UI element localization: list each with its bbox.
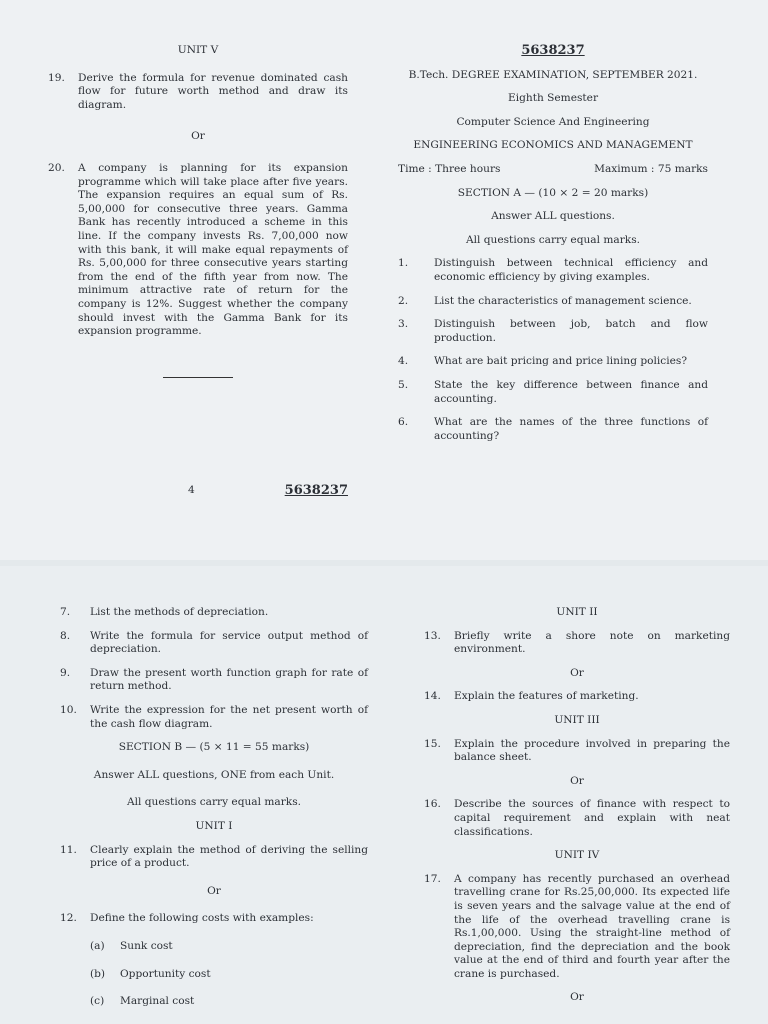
- question-2: 2. List the characteristics of management science.: [398, 294, 692, 307]
- unit-i-heading: UNIT I: [195, 819, 233, 832]
- maximum-marks: Maximum : 75 marks: [594, 162, 708, 175]
- question-7: 7. List the methods of depreciation.: [60, 606, 269, 618]
- or-separator-unit-iii: Or: [570, 774, 584, 787]
- page-number: 4: [188, 483, 195, 496]
- or-separator: Or: [191, 130, 205, 143]
- question-14: 14. Explain the features of marketing.: [424, 690, 639, 703]
- question-4: 4. What are bait pricing and price lining policies?: [398, 355, 687, 368]
- page-2-right-column: [424, 606, 730, 1005]
- question-16: 16. Describe the sources of finance with respect to capital requirement and explain with neat classifications.: [424, 798, 730, 838]
- cover-page-column: [398, 44, 708, 443]
- question-12-b: (b) Opportunity cost: [90, 967, 211, 980]
- question-20: 20. A company is planning for its expansion programme which will take place after five years. The expansion requires an equal sum of Rs. 5,00,000 for consecutive three years. Gamma Bank has recently introduced a scheme in this line. If the company invests Rs. 7,00,000 now with this bank, it will make equal repayments of Rs. 5,00,000 for three consecutive years starting from the end of the fifth year from now. The minimum attractive rate of return for the company is 12%. Suggest whether the company should invest with the Gamma Bank for its expansion programme.: [48, 161, 348, 338]
- question-12: 12. Define the following costs with examples:: [60, 912, 314, 925]
- page-4-column: [48, 44, 348, 497]
- paper-code: 5638237: [521, 43, 585, 58]
- exam-title: B.Tech. DEGREE EXAMINATION, SEPTEMBER 2021.: [408, 68, 698, 81]
- or-separator-unit-i: Or: [207, 884, 221, 897]
- question-5: 5. State the key difference between finance and accounting.: [398, 378, 708, 405]
- question-13: 13. Briefly write a shore note on marketing environment.: [424, 629, 730, 656]
- question-19: 19. Derive the formula for revenue dominated cash flow for future worth method and draw its diagram.: [48, 71, 348, 111]
- instruction-equal-marks-b: All questions carry equal marks.: [126, 796, 302, 809]
- subject-title: ENGINEERING ECONOMICS AND MANAGEMENT: [413, 139, 693, 152]
- page-2-left-column: [60, 606, 368, 1009]
- or-separator-unit-ii: Or: [570, 666, 584, 679]
- or-separator-unit-iv: Or: [570, 991, 584, 1004]
- section-b-heading: SECTION B — (5 × 11 = 55 marks): [118, 741, 310, 754]
- question-17: 17. A company has recently purchased an overhead travelling crane for Rs.25,00,000. Its expected life is seven years and the salvage value at the end of the life of the overhead travelling crane is Rs.1,00,000. Using the straight-line method of depreciation, find the depreciation and the book value at the end of third and fourth year after the crane is purchased.: [424, 872, 730, 980]
- time-allowed: Time : Three hours: [398, 162, 501, 175]
- question-12-c: (c) Marginal cost: [90, 995, 195, 1008]
- question-3: 3. Distinguish between job, batch and flow production.: [398, 318, 708, 344]
- question-6: 6. What are the names of the three functions of accounting?: [398, 416, 708, 442]
- unit-v-heading: UNIT V: [177, 44, 219, 56]
- question-1: 1. Distinguish between technical efficiency and economic efficiency by giving examples.: [398, 257, 708, 283]
- question-11: 11. Clearly explain the method of deriving the selling price of a product.: [60, 843, 368, 870]
- question-10: 10. Write the expression for the net present worth of the cash flow diagram.: [60, 703, 368, 730]
- branch: Computer Science And Engineering: [456, 115, 650, 128]
- question-9: 9. Draw the present worth function graph for rate of return method.: [60, 666, 368, 693]
- instruction-answer-all: Answer ALL questions.: [491, 210, 615, 223]
- section-a-heading: SECTION A — (10 × 2 = 20 marks): [457, 186, 649, 199]
- semester: Eighth Semester: [507, 92, 599, 105]
- question-8: 8. Write the formula for service output method of depreciation.: [60, 629, 368, 656]
- question-12-a: (a) Sunk cost: [90, 939, 173, 952]
- unit-iv-heading: UNIT IV: [554, 849, 600, 862]
- unit-ii-heading: UNIT II: [556, 606, 598, 618]
- footer-paper-code: 5638237: [284, 482, 348, 498]
- instruction-one-per-unit: Answer ALL questions, ONE from each Unit.: [93, 768, 335, 781]
- instruction-equal-marks: All questions carry equal marks.: [465, 233, 641, 246]
- question-15: 15. Explain the procedure involved in preparing the balance sheet.: [424, 737, 730, 764]
- unit-iii-heading: UNIT III: [554, 713, 600, 726]
